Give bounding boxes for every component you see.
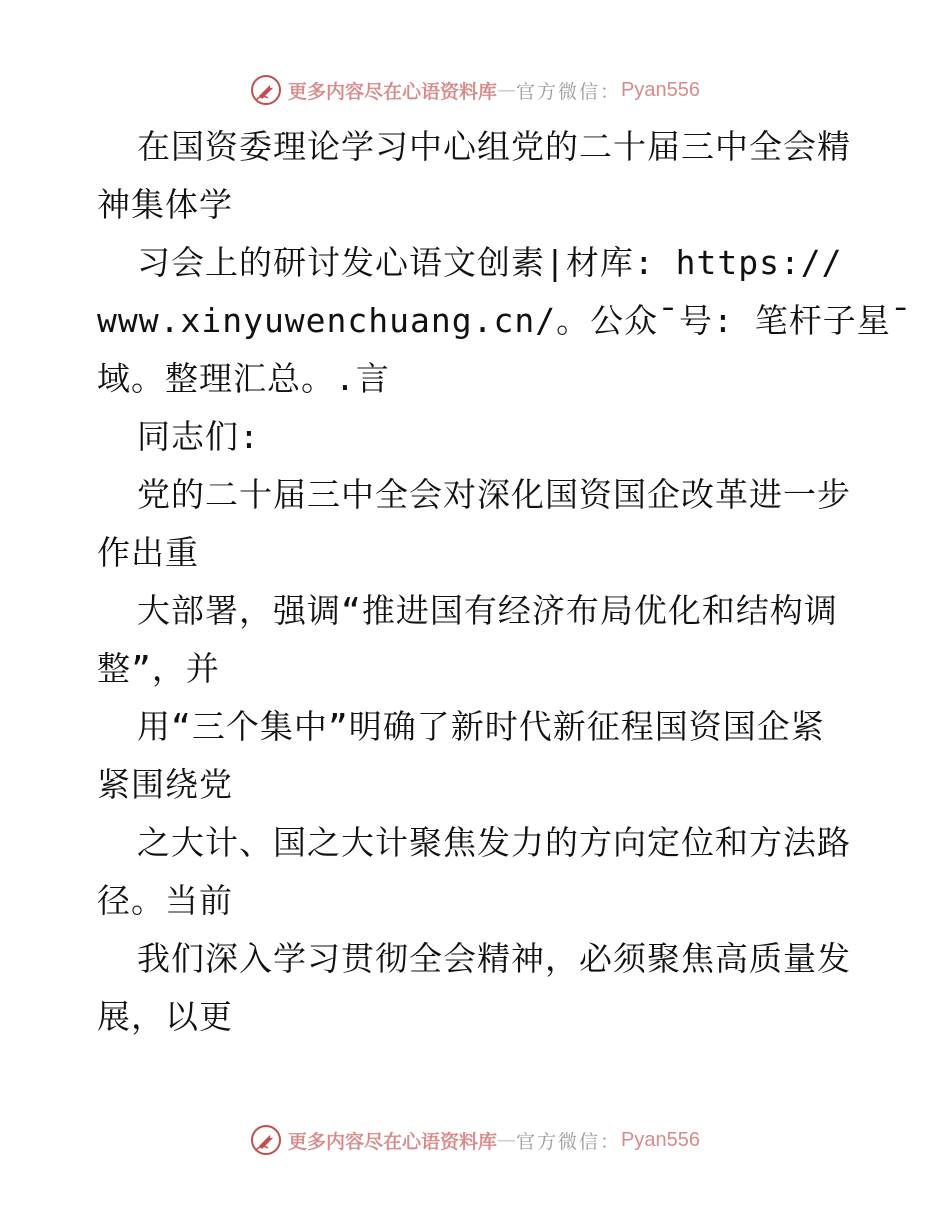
text-line: 大部署，强调“推进国有经济布局优化和结构调	[137, 591, 838, 630]
watermark-dash: —	[497, 1129, 517, 1151]
watermark-text: 更多内容尽在心语资料库	[288, 1130, 498, 1153]
text-line: 习会上的研讨发心语文创素|材库: https://	[137, 243, 843, 282]
watermark-official-label: 官方微信：	[516, 1130, 622, 1153]
text-line: 整”，并	[97, 649, 220, 688]
text-line: www.xinyuwenchuang.cn/。公众¯号: 笔杆子星¯	[97, 301, 912, 340]
text-line: 径。当前	[97, 881, 233, 920]
text-line: 紧围绕党	[97, 765, 233, 804]
text-line: 之大计、国之大计聚焦发力的方向定位和方法路	[137, 823, 851, 862]
watermark-official-label: 官方微信：	[516, 80, 622, 103]
pen-nib-logo-icon	[250, 1124, 282, 1156]
watermark-dash: —	[497, 79, 517, 101]
text-line: 党的二十届三中全会对深化国资国企改革进一步	[137, 475, 851, 514]
pen-nib-logo-icon	[250, 74, 282, 106]
footer-watermark	[0, 1122, 950, 1158]
text-line: 用“三个集中”明确了新时代新征程国资国企紧	[137, 707, 825, 746]
greeting-line: 同志们:	[137, 417, 260, 456]
watermark-text: 更多内容尽在心语资料库	[288, 80, 498, 103]
header-watermark	[0, 72, 950, 108]
text-line: 展，以更	[97, 997, 233, 1036]
watermark-wechat-id: Pyan556	[621, 78, 700, 101]
watermark-wechat-id: Pyan556	[621, 1128, 700, 1151]
text-line: 在国资委理论学习中心组党的二十届三中全会精	[137, 127, 851, 166]
text-line: 域。整理汇总。.言	[97, 359, 390, 398]
text-line: 我们深入学习贯彻全会精神，必须聚焦高质量发	[137, 939, 851, 978]
text-line: 作出重	[97, 533, 199, 572]
text-line: 神集体学	[97, 185, 233, 224]
document-body	[97, 118, 912, 1046]
